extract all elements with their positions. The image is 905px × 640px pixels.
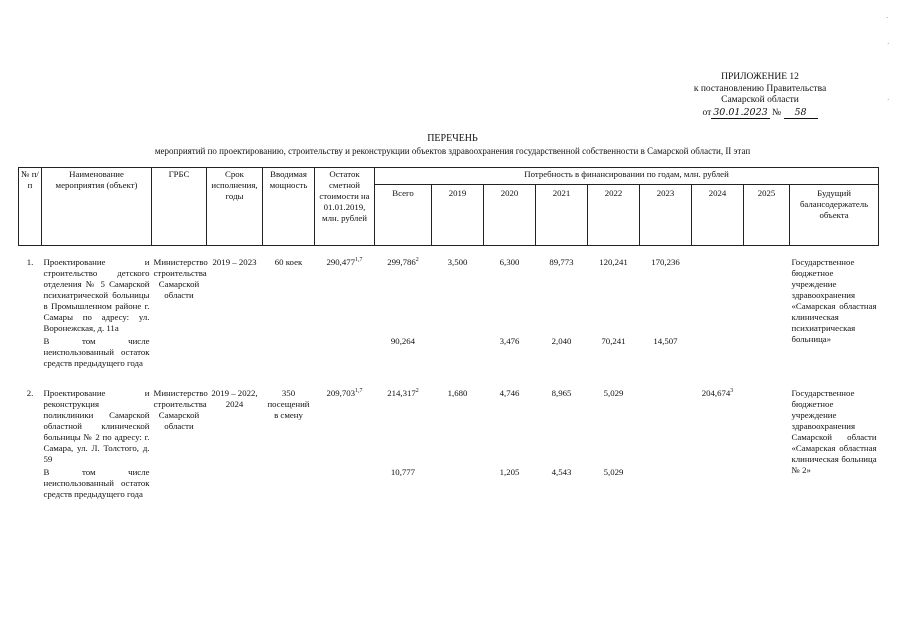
row-2023: 170,236 <box>651 257 680 267</box>
appendix-title: ПРИЛОЖЕНИЕ 12 <box>721 72 799 82</box>
header-term: Срок исполнения, годы <box>207 168 263 246</box>
row-2022: 120,241 <box>599 257 628 267</box>
scan-speck: · <box>887 40 890 48</box>
row-remainder-cell <box>315 387 375 466</box>
from-label: от <box>702 107 712 118</box>
subrow-2024 <box>692 466 744 501</box>
row-2024-footnote: 3 <box>730 388 734 395</box>
row-remainder: 209,703 <box>326 388 356 398</box>
subrow-remainder-empty <box>315 335 375 387</box>
row-capacity: 60 коек <box>274 257 303 267</box>
row-2020: 6,300 <box>499 257 520 267</box>
appendix-signature-line <box>660 107 860 120</box>
table-subrow <box>19 335 879 387</box>
row-2025 <box>744 256 790 335</box>
subrow-capacity-empty <box>263 466 315 501</box>
row-holder: Государственное бюджетное учреждение здравоохранения Самарской области «Самарская областная клиническая больница № 2» <box>791 388 877 475</box>
handwritten-number: 58 <box>784 107 818 120</box>
header-2023: 2023 <box>640 185 692 246</box>
subrow-num-empty <box>19 335 42 387</box>
subrow-capacity-empty <box>263 335 315 387</box>
header-num: № п/п <box>19 168 42 246</box>
subrow-grbs-empty <box>152 335 207 387</box>
row-2024-cell <box>692 387 744 466</box>
subrow-term-empty <box>207 335 263 387</box>
row-total-footnote: 2 <box>415 257 419 264</box>
subrow-2022: 5,029 <box>603 467 624 477</box>
subrow-2025 <box>744 466 790 501</box>
subrow-name: В том числе неиспользованный остаток средств предыдущего года <box>43 467 150 499</box>
subrow-2025 <box>744 335 790 387</box>
row-remainder: 290,477 <box>326 257 356 267</box>
row-total-cell <box>375 387 432 466</box>
header-financing: Потребность в финансировании по годам, млн. рублей <box>375 168 879 185</box>
subrow-grbs-empty <box>152 466 207 501</box>
row-grbs: Министерство строительства Самарской области <box>153 257 208 300</box>
header-2025: 2025 <box>744 185 790 246</box>
subrow-2023: 14,507 <box>653 336 678 346</box>
row-holder: Государственное бюджетное учреждение здравоохранения «Самарская областная клиническая психиатрическая больница» <box>791 257 877 344</box>
handwritten-date: 30.01.2023 <box>713 106 768 118</box>
row-name: Проектирование и реконструкция поликлиники Самарской областной клинической больницы № 2 по адресу: г. Самара, ул. Л. Толстого, д. 59 <box>43 388 150 464</box>
header-2019: 2019 <box>432 185 484 246</box>
row-2024: 204,674 <box>701 388 731 398</box>
document-subtitle: мероприятий по проектированию, строительству и реконструкции объектов здравоохранения государственной собственности в Самарской области, II этап <box>154 146 751 156</box>
table-subrow <box>19 466 879 501</box>
subrow-2019 <box>432 466 484 501</box>
subrow-2019 <box>432 335 484 387</box>
subrow-remainder-empty <box>315 466 375 501</box>
financing-table <box>18 167 879 501</box>
header-2024: 2024 <box>692 185 744 246</box>
header-2021: 2021 <box>536 185 588 246</box>
subrow-total: 10,777 <box>390 467 416 477</box>
scan-speck: · <box>887 96 890 104</box>
header-2020: 2020 <box>484 185 536 246</box>
row-total-cell <box>375 256 432 335</box>
row-2021: 8,965 <box>551 388 572 398</box>
row-name: Проектирование и строительство детского отделения № 5 Самарской психиатрической больницы в Промышленном районе г. Самары по адресу: ул. Воронежская, д. 11а <box>43 257 150 333</box>
header-holder: Будущий балансодержатель объекта <box>790 185 879 246</box>
subrow-2022: 70,241 <box>601 336 626 346</box>
subrow-term-empty <box>207 466 263 501</box>
subrow-2021: 4,543 <box>551 467 572 477</box>
document-title: ПЕРЕЧЕНЬ <box>427 133 478 144</box>
row-2020: 4,746 <box>499 388 520 398</box>
subrow-2021: 2,040 <box>551 336 572 346</box>
row-2019: 1,680 <box>447 388 468 398</box>
subrow-name: В том числе неиспользованный остаток средств предыдущего года <box>43 336 150 368</box>
row-2025 <box>744 387 790 466</box>
row-term: 2019 – 2023 <box>212 257 257 267</box>
row-remainder-footnote: 1,7 <box>355 257 363 264</box>
row-remainder-cell <box>315 256 375 335</box>
header-2022: 2022 <box>588 185 640 246</box>
appendix-line-2: Самарской области <box>721 95 799 105</box>
number-label: № <box>772 107 782 118</box>
header-total: Всего <box>375 185 432 246</box>
row-2023 <box>640 387 692 466</box>
row-grbs: Министерство строительства Самарской области <box>153 388 208 431</box>
appendix-block <box>660 72 860 119</box>
table-row <box>19 387 879 466</box>
row-2019: 3,500 <box>447 257 468 267</box>
row-total: 214,317 <box>387 388 416 398</box>
header-remainder: Остаток сметной стоимости на 01.01.2019, млн. рублей <box>315 168 375 246</box>
table-header <box>19 168 879 246</box>
subrow-2020: 3,476 <box>499 336 520 346</box>
header-grbs: ГРБС <box>152 168 207 246</box>
row-2021: 89,773 <box>549 257 574 267</box>
row-num: 1. <box>26 257 34 267</box>
subrow-num-empty <box>19 466 42 501</box>
scan-speck: · <box>886 14 889 22</box>
row-2024-cell <box>692 256 744 335</box>
table-body <box>19 246 879 502</box>
header-name: Наименование мероприятия (объект) <box>42 168 152 246</box>
appendix-line-1: к постановлению Правительства <box>693 83 827 94</box>
table-row <box>19 256 879 335</box>
subrow-total: 90,264 <box>390 336 416 346</box>
header-capacity: Вводимая мощность <box>263 168 315 246</box>
subrow-2023 <box>640 466 692 501</box>
row-term: 2019 – 2022, 2024 <box>211 388 258 409</box>
row-num: 2. <box>26 388 34 398</box>
subrow-2024 <box>692 335 744 387</box>
row-remainder-footnote: 1,7 <box>355 388 363 395</box>
row-2022: 5,029 <box>603 388 624 398</box>
subrow-2020: 1,205 <box>499 467 520 477</box>
row-total: 299,786 <box>387 257 416 267</box>
row-total-footnote: 2 <box>415 388 419 395</box>
row-capacity: 350 посещений в смену <box>267 388 310 420</box>
